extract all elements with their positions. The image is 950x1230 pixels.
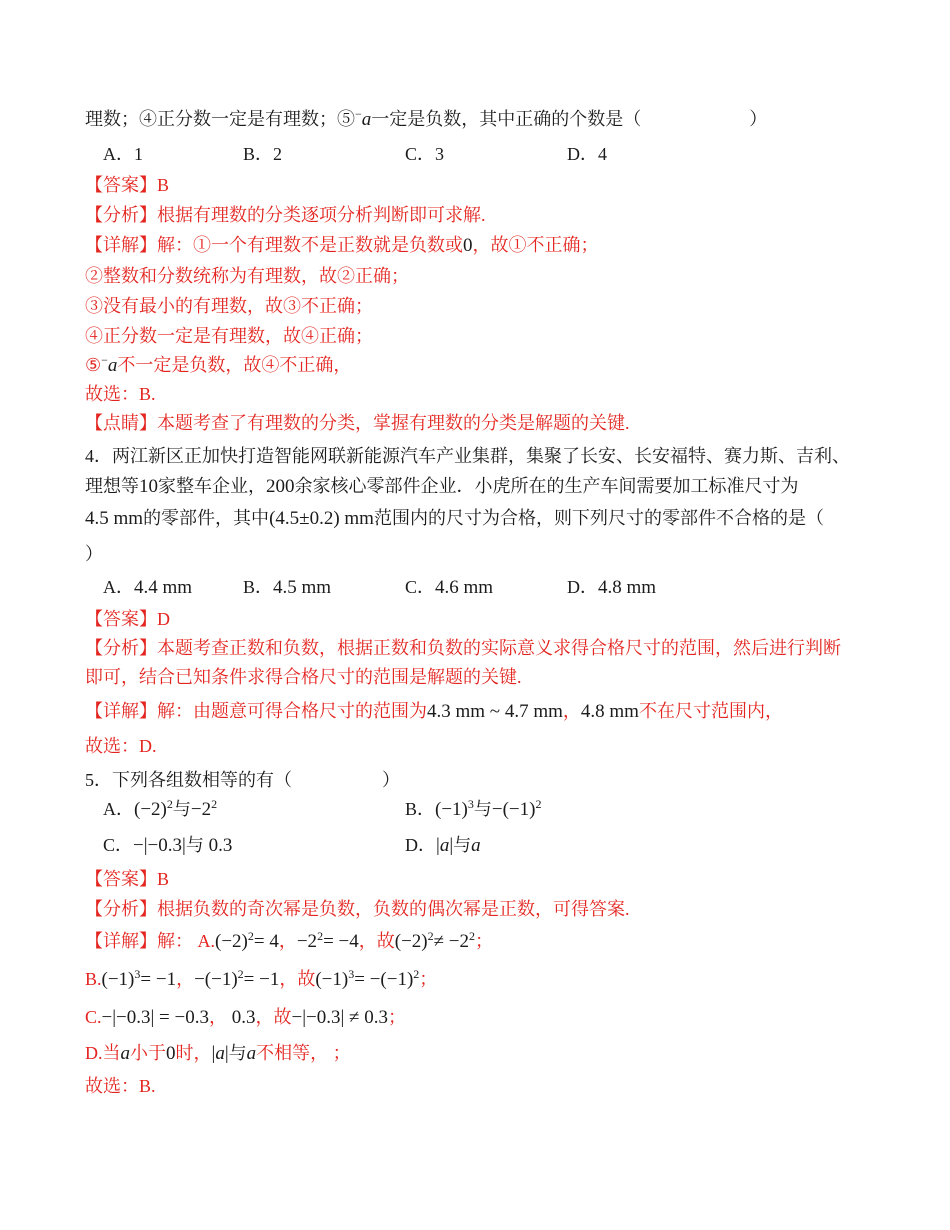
q4-conclusion-line bbox=[85, 733, 905, 763]
text-segment: 4.3 mm ~ 4.7 mm bbox=[427, 701, 563, 722]
text-segment: 3 bbox=[134, 967, 141, 981]
q5-stem-line bbox=[85, 767, 905, 797]
text-segment: ，故 bbox=[255, 1007, 292, 1027]
text-segment: 4.5 mm bbox=[85, 508, 144, 529]
text-segment: C. bbox=[85, 1007, 102, 1027]
option-cell bbox=[103, 832, 232, 859]
text-segment: 4.8 mm bbox=[580, 701, 639, 722]
q4-stem-line-1 bbox=[85, 443, 905, 473]
text-segment: D． bbox=[567, 577, 598, 597]
text-segment: = 4 bbox=[253, 931, 279, 952]
text-segment: 不一定是负数，故④不正确， bbox=[117, 355, 352, 375]
option-cell bbox=[405, 796, 541, 823]
text-segment: 与 bbox=[172, 799, 191, 819]
text-segment: ②整数和分数统称为有理数，故②正确； bbox=[85, 266, 409, 286]
option-cell bbox=[103, 574, 192, 601]
q4-answer-line bbox=[85, 606, 905, 636]
q5-solution-line-c bbox=[85, 1004, 905, 1034]
option-cell bbox=[243, 141, 282, 167]
q3-answer-line bbox=[85, 172, 905, 202]
text-segment: 4.4 mm bbox=[134, 577, 193, 598]
text-segment: | bbox=[224, 1043, 229, 1064]
option-cell bbox=[405, 141, 444, 167]
text-segment: 0 bbox=[166, 1043, 176, 1064]
option-cell bbox=[103, 796, 217, 823]
text-segment: | bbox=[211, 1043, 216, 1064]
text-segment: ； bbox=[387, 1007, 406, 1027]
q3-options-row bbox=[85, 141, 905, 171]
q3-analysis-line bbox=[85, 202, 905, 232]
text-segment: 不在尺寸范围内， bbox=[638, 701, 783, 721]
q5-analysis-line bbox=[85, 896, 905, 926]
text-segment: 4.8 mm bbox=[598, 577, 657, 598]
q3-note-line bbox=[85, 410, 905, 440]
text-segment: 200 bbox=[266, 476, 295, 497]
text-segment: a bbox=[215, 1043, 225, 1064]
text-segment: a bbox=[120, 1043, 130, 1064]
text-segment: −2 bbox=[296, 931, 318, 952]
text-segment: 0 bbox=[463, 235, 473, 256]
text-segment: C． bbox=[405, 577, 436, 597]
text-segment: ， bbox=[176, 969, 195, 989]
text-segment: 与 bbox=[185, 835, 204, 855]
q3-conclusion-line bbox=[85, 381, 905, 411]
text-segment: 2 bbox=[413, 967, 420, 981]
text-segment: C．3 bbox=[405, 144, 445, 164]
text-segment: 故选：B. bbox=[85, 1076, 156, 1096]
option-cell bbox=[567, 141, 607, 167]
text-segment: | bbox=[436, 835, 440, 856]
text-segment: 2 bbox=[535, 797, 542, 811]
text-segment: −|−0.3| bbox=[133, 835, 186, 856]
text-segment: ， bbox=[208, 1007, 227, 1027]
text-segment: 一定是负数，其中正确的个数是（ ） bbox=[371, 109, 768, 129]
text-segment: 0.3 bbox=[226, 1007, 256, 1028]
text-segment: 4．两江新区正加快打造智能网联新能源汽车产业集群，集聚了长安、长安福特、赛力斯、吉利、 bbox=[85, 446, 850, 466]
text-segment: 4.6 mm bbox=[435, 577, 494, 598]
text-segment: ④正分数一定是有理数，故④正确； bbox=[85, 326, 373, 346]
text-segment: 的零部件，其中 bbox=[143, 508, 270, 528]
text-segment: −|−0.3| = −0.3 bbox=[101, 1007, 209, 1028]
text-segment: ； bbox=[328, 1043, 351, 1063]
text-segment: 10 bbox=[139, 476, 158, 497]
text-segment: 故选：D. bbox=[85, 736, 157, 756]
text-segment: 【分析】根据负数的奇次幂是负数，负数的偶次幂是正数，可得答案. bbox=[85, 899, 630, 919]
text-segment: 与 bbox=[453, 835, 472, 855]
text-segment: 理数；④正分数一定是有理数；⑤ bbox=[85, 109, 355, 129]
q4-analysis-line-1 bbox=[85, 635, 905, 665]
text-segment: A． bbox=[103, 577, 134, 597]
text-segment: 【答案】B bbox=[85, 869, 170, 889]
text-segment: 家整车企业， bbox=[158, 476, 266, 496]
text-segment: = −1 bbox=[140, 969, 177, 990]
text-segment: B． bbox=[405, 799, 436, 819]
text-segment: 3 bbox=[467, 797, 474, 811]
text-segment: 2 bbox=[166, 797, 173, 811]
text-segment: (4.5±0.2) mm bbox=[269, 508, 374, 529]
text-segment: B. bbox=[85, 969, 102, 989]
text-segment: 2 bbox=[469, 929, 476, 943]
text-segment: D.当 bbox=[85, 1043, 121, 1063]
text-segment: 【答案】D bbox=[85, 609, 170, 629]
text-segment: B．2 bbox=[243, 144, 283, 164]
text-segment: 理想等 bbox=[85, 476, 139, 496]
q5-conclusion-line bbox=[85, 1073, 905, 1103]
text-segment: ， bbox=[278, 931, 297, 951]
text-segment: a bbox=[439, 835, 450, 856]
text-segment: (−1) bbox=[315, 969, 349, 990]
text-segment: = −4 bbox=[323, 931, 359, 952]
text-segment: = −(−1) bbox=[354, 969, 414, 990]
text-segment: C． bbox=[103, 835, 134, 855]
text-segment: ，故①不正确； bbox=[472, 235, 599, 255]
text-segment: 2 bbox=[237, 967, 244, 981]
q3-solution-line-5 bbox=[85, 352, 905, 382]
q3-solution-line-4 bbox=[85, 323, 905, 353]
text-segment: ， bbox=[562, 701, 581, 721]
text-segment: −|−0.3| ≠ 0.3 bbox=[291, 1007, 388, 1028]
option-cell bbox=[567, 574, 656, 601]
q4-options-row bbox=[85, 574, 905, 604]
text-segment: (−1) bbox=[435, 799, 468, 820]
text-segment: (−2) bbox=[134, 799, 167, 820]
text-segment: 不相等， bbox=[256, 1043, 329, 1063]
text-segment: 余家核心零部件企业．小虎所在的生产车间需要加工标准尺寸为 bbox=[294, 476, 799, 496]
text-segment: ，故 bbox=[279, 969, 316, 989]
option-cell bbox=[405, 832, 481, 859]
option-cell bbox=[405, 574, 493, 601]
q3-stem-continuation bbox=[85, 106, 905, 136]
text-segment: 故选：B. bbox=[85, 384, 156, 404]
option-cell bbox=[243, 574, 331, 601]
q3-solution-line-3 bbox=[85, 293, 905, 323]
text-segment: − bbox=[101, 353, 108, 367]
text-segment: ≠ −2 bbox=[433, 931, 470, 952]
q5-solution-line-b bbox=[85, 966, 905, 996]
text-segment: 2 bbox=[247, 929, 254, 943]
text-segment: a bbox=[246, 1043, 257, 1064]
text-segment: | bbox=[449, 835, 454, 856]
q4-stem-line-4 bbox=[85, 541, 905, 571]
text-segment: 与 bbox=[473, 799, 492, 819]
text-segment: 4.5 mm bbox=[273, 577, 332, 598]
text-segment: 【点睛】本题考查了有理数的分类，掌握有理数的分类是解题的关键. bbox=[85, 413, 630, 433]
text-segment: 小于 bbox=[130, 1043, 166, 1063]
text-segment: ； bbox=[475, 931, 494, 951]
option-cell bbox=[103, 141, 143, 167]
text-segment: (−2) bbox=[394, 931, 428, 952]
text-segment: a bbox=[107, 355, 118, 376]
text-segment: − bbox=[355, 107, 362, 121]
text-segment: ③没有最小的有理数，故③不正确； bbox=[85, 296, 373, 316]
text-segment: 0.3 bbox=[203, 835, 233, 856]
text-segment: 2 bbox=[427, 929, 434, 943]
text-segment: 即可，结合已知条件求得合格尺寸的范围是解题的关键. bbox=[85, 667, 522, 687]
q5-solution-line-d bbox=[85, 1040, 905, 1070]
q3-solution-line-1 bbox=[85, 232, 905, 262]
q4-solution-line bbox=[85, 698, 905, 728]
text-segment: 【详解】解： A. bbox=[85, 931, 215, 951]
q4-stem-line-3 bbox=[85, 505, 905, 535]
q5-options-row-1 bbox=[85, 796, 905, 826]
q5-answer-line bbox=[85, 866, 905, 896]
text-segment: ） bbox=[85, 544, 103, 564]
text-segment: 2 bbox=[211, 797, 218, 811]
text-segment: a bbox=[361, 109, 372, 130]
text-segment: 与 bbox=[228, 1043, 247, 1063]
text-segment: D．4 bbox=[567, 144, 607, 164]
q5-solution-line-a bbox=[85, 928, 905, 958]
text-segment: ，故 bbox=[358, 931, 395, 951]
text-segment: −(−1) bbox=[194, 969, 238, 990]
text-segment: 5．下列各组数相等的有（ ） bbox=[85, 770, 400, 790]
text-segment: 【分析】本题考查正数和负数，根据正数和负数的实际意义求得合格尺寸的范围，然后进行判断 bbox=[85, 638, 841, 658]
text-segment: A． bbox=[103, 799, 134, 819]
text-segment: −(−1) bbox=[491, 799, 536, 820]
text-segment: 【详解】解：由题意可得合格尺寸的范围为 bbox=[85, 701, 427, 721]
text-segment: 【分析】根据有理数的分类逐项分析判断即可求解. bbox=[85, 205, 486, 225]
text-segment: 【详解】解：①一个有理数不是正数就是负数或 bbox=[85, 235, 463, 255]
q4-stem-line-2 bbox=[85, 473, 905, 503]
text-segment: ； bbox=[419, 969, 438, 989]
text-segment: A．1 bbox=[103, 144, 143, 164]
text-segment: −2 bbox=[190, 799, 212, 820]
q3-solution-line-2 bbox=[85, 263, 905, 293]
text-segment: = −1 bbox=[243, 969, 280, 990]
text-segment: 3 bbox=[348, 967, 355, 981]
q4-analysis-line-2 bbox=[85, 664, 905, 694]
text-segment: 范围内的尺寸为合格，则下列尺寸的零部件不合格的是（ bbox=[373, 508, 824, 528]
text-segment: 2 bbox=[317, 929, 324, 943]
text-segment: ⑤ bbox=[85, 355, 102, 375]
text-segment: 【答案】B bbox=[85, 175, 170, 195]
text-segment: D． bbox=[405, 835, 436, 855]
text-segment: B． bbox=[243, 577, 274, 597]
text-segment: (−1) bbox=[101, 969, 135, 990]
text-segment: a bbox=[471, 835, 481, 856]
q5-options-row-2 bbox=[85, 832, 905, 862]
text-segment: 时， bbox=[175, 1043, 212, 1063]
text-segment: (−2) bbox=[215, 931, 248, 952]
